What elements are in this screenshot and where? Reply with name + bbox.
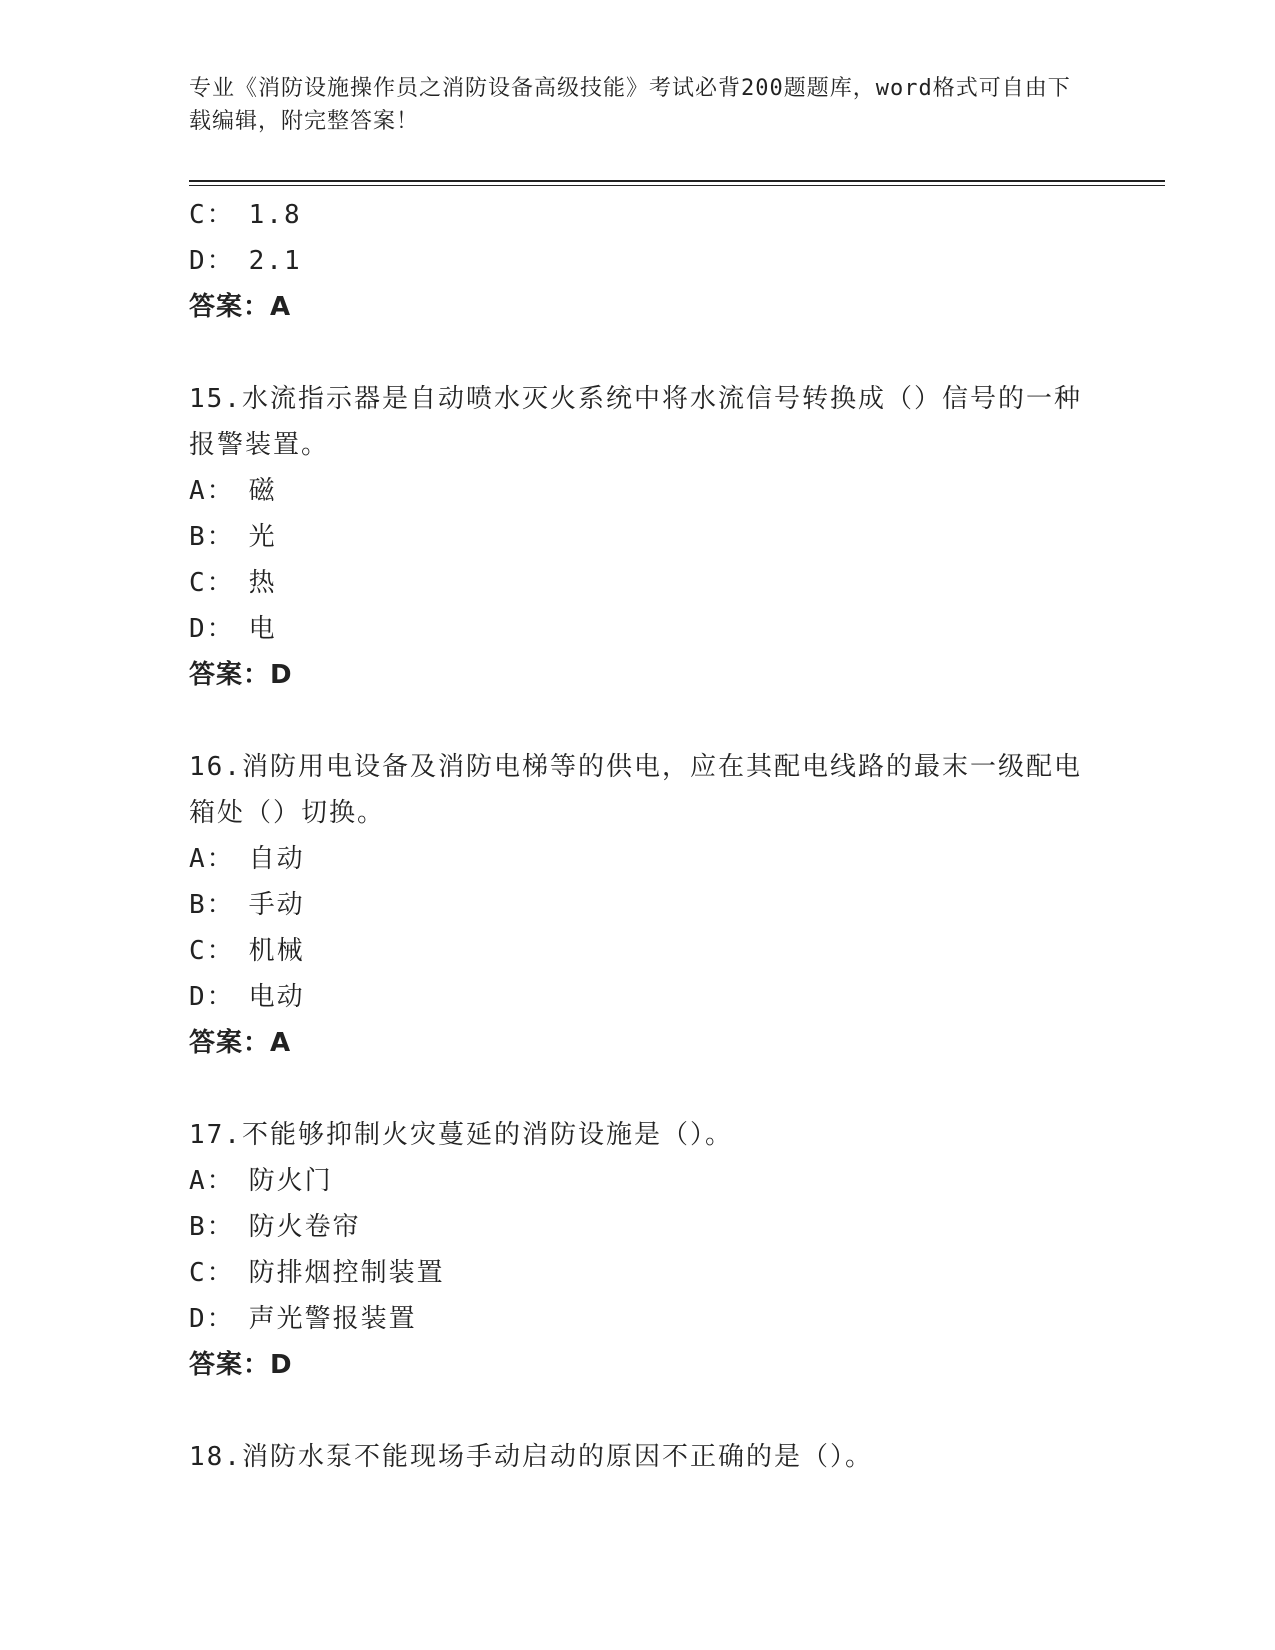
question-text: 17.不能够抑制火灾蔓延的消防设施是（）。 bbox=[189, 1120, 733, 1150]
option-line bbox=[189, 1296, 1089, 1342]
header-divider-thin bbox=[189, 185, 1165, 186]
option-text: 1.8 bbox=[248, 200, 302, 230]
option-text: 防火门 bbox=[248, 1166, 333, 1196]
header-divider bbox=[189, 180, 1165, 182]
option-text: 电 bbox=[248, 614, 277, 644]
answer-line: 答案：A bbox=[189, 292, 292, 322]
option-text: 热 bbox=[248, 568, 277, 598]
option-text: 电动 bbox=[248, 982, 305, 1012]
option-letter: D： bbox=[189, 246, 235, 276]
header-title: 专业《消防设施操作员之消防设备高级技能》考试必背200题题库，word格式可自由下载编辑，附完整答案！ bbox=[189, 76, 1071, 134]
option-line bbox=[189, 238, 1089, 284]
option-text: 防排烟控制装置 bbox=[248, 1258, 445, 1288]
option-line bbox=[189, 974, 1089, 1020]
option-letter: C： bbox=[189, 568, 235, 598]
option-letter: B： bbox=[189, 890, 235, 920]
option-letter: B： bbox=[189, 522, 235, 552]
option-letter: C： bbox=[189, 1258, 235, 1288]
option-line bbox=[189, 1204, 1089, 1250]
option-letter: C： bbox=[189, 200, 235, 230]
answer-line: 答案：D bbox=[189, 1350, 293, 1380]
option-letter: A： bbox=[189, 844, 235, 874]
option-letter: A： bbox=[189, 1166, 235, 1196]
answer-line: 答案：D bbox=[189, 660, 293, 690]
option-line bbox=[189, 606, 1089, 652]
option-line bbox=[189, 928, 1089, 974]
option-text: 机械 bbox=[248, 936, 305, 966]
option-text: 自动 bbox=[248, 844, 305, 874]
question-text: 16.消防用电设备及消防电梯等的供电，应在其配电线路的最末一级配电箱处（）切换。 bbox=[189, 752, 1082, 828]
option-line bbox=[189, 514, 1089, 560]
option-text: 防火卷帘 bbox=[248, 1212, 361, 1242]
option-line bbox=[189, 560, 1089, 606]
document-header bbox=[189, 72, 1089, 138]
option-letter: D： bbox=[189, 982, 235, 1012]
question-text: 18.消防水泵不能现场手动启动的原因不正确的是（）。 bbox=[189, 1442, 873, 1472]
option-text: 光 bbox=[248, 522, 277, 552]
option-line bbox=[189, 192, 1089, 238]
question-text: 15.水流指示器是自动喷水灭火系统中将水流信号转换成（）信号的一种报警装置。 bbox=[189, 384, 1082, 460]
option-line bbox=[189, 882, 1089, 928]
option-text: 声光警报装置 bbox=[248, 1304, 417, 1334]
question-list bbox=[189, 192, 1089, 1480]
option-letter: D： bbox=[189, 1304, 235, 1334]
option-line bbox=[189, 836, 1089, 882]
option-line bbox=[189, 1158, 1089, 1204]
option-text: 2.1 bbox=[248, 246, 302, 276]
option-line bbox=[189, 1250, 1089, 1296]
answer-line: 答案：A bbox=[189, 1028, 292, 1058]
option-letter: C： bbox=[189, 936, 235, 966]
option-letter: A： bbox=[189, 476, 235, 506]
option-letter: D： bbox=[189, 614, 235, 644]
option-text: 磁 bbox=[248, 476, 277, 506]
option-text: 手动 bbox=[248, 890, 305, 920]
option-line bbox=[189, 468, 1089, 514]
option-letter: B： bbox=[189, 1212, 235, 1242]
